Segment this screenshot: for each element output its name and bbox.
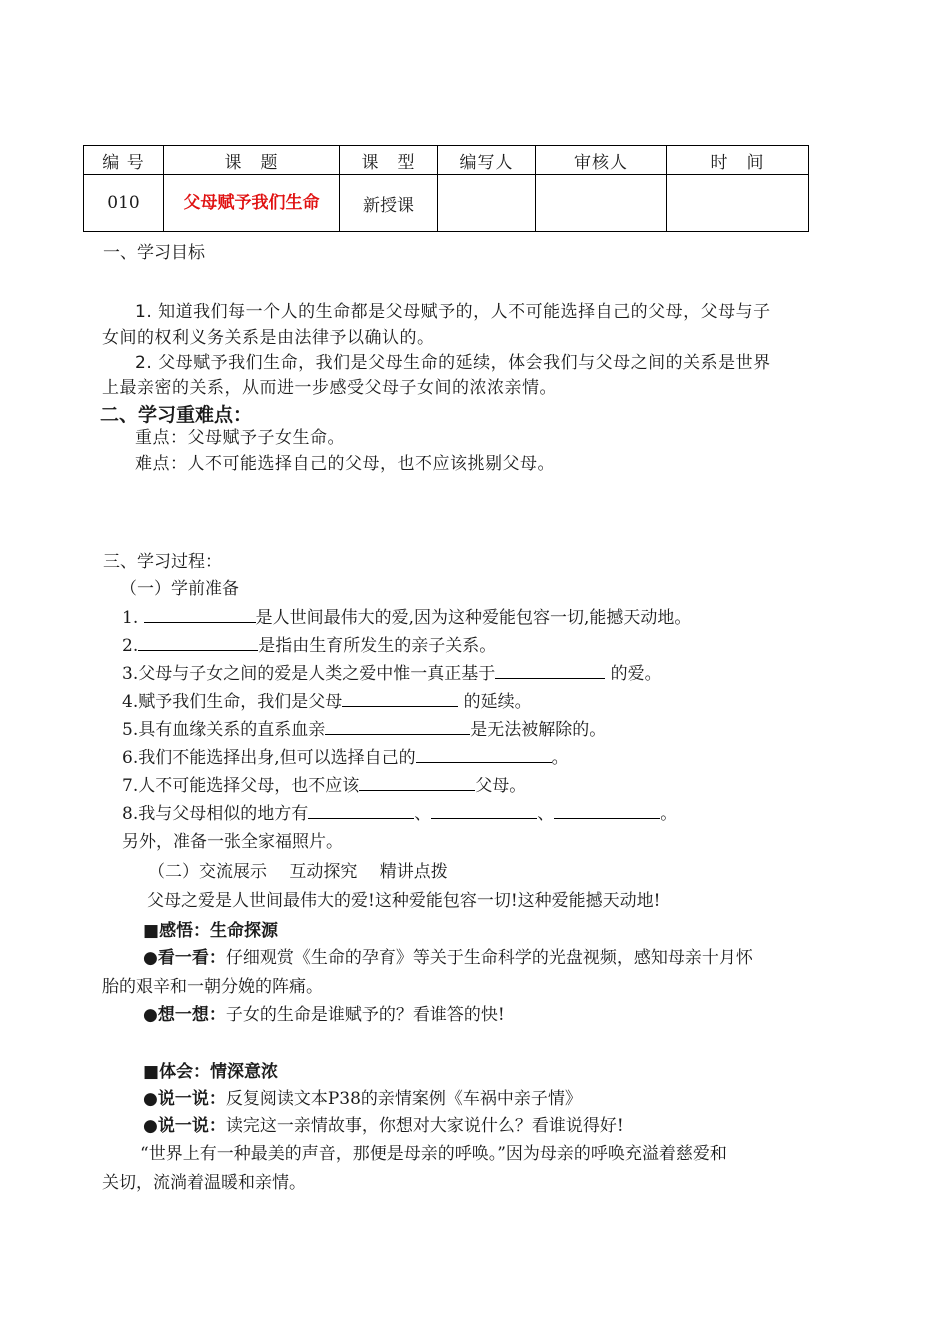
question-1-text: 是人世间最伟大的爱,因为这种爱能包容一切,能撼天动地。 bbox=[255, 608, 692, 628]
say-2-text: 读完这一亲情故事，你想对大家说什么？看谁说得好! bbox=[225, 1116, 624, 1136]
blank-8c bbox=[554, 800, 660, 819]
think-label: 想一想： bbox=[157, 1005, 226, 1025]
heading-tihui-text: 体会：情深意浓 bbox=[159, 1062, 279, 1082]
circle-bullet-icon: ● bbox=[143, 1089, 158, 1109]
blank-2 bbox=[138, 632, 258, 651]
question-8-suffix: 。 bbox=[660, 804, 678, 824]
circle-bullet-icon: ● bbox=[143, 1116, 158, 1136]
extra-prep: 另外，准备一张全家福照片。 bbox=[122, 832, 343, 852]
blank-5 bbox=[325, 716, 470, 735]
heading-ganwu bbox=[143, 917, 278, 945]
parental-love-statement: 父母之爱是人世间最伟大的爱!这种爱能包容一切!这种爱能撼天动地! bbox=[147, 891, 661, 911]
look-text-line-1: 仔细观赏《生命的孕育》等关于生命科学的光盘视频，感知母亲十月怀 bbox=[225, 948, 753, 968]
goal-2-line-2: 上最亲密的关系，从而进一步感受父母子女间的浓浓亲情。 bbox=[102, 378, 557, 398]
blank-8a bbox=[308, 800, 414, 819]
look-text-line-2: 胎的艰辛和一朝分娩的阵痛。 bbox=[102, 977, 323, 997]
question-7-suffix: 父母。 bbox=[475, 776, 527, 796]
cell-type: 新授课 bbox=[340, 175, 438, 232]
think-paragraph bbox=[143, 1001, 505, 1029]
say-1-label: 说一说： bbox=[157, 1089, 226, 1109]
blank-4 bbox=[342, 688, 458, 707]
question-5-text: 5.具有血缘关系的直系血亲 bbox=[122, 720, 326, 740]
question-7-text: 7.人不可能选择父母，也不应该 bbox=[122, 776, 360, 796]
blank-6 bbox=[416, 744, 552, 763]
section-1-title: 一、学习目标 bbox=[103, 243, 205, 263]
header-topic: 课 题 bbox=[164, 146, 340, 175]
look-paragraph bbox=[102, 944, 852, 1002]
quote-line-1: “世界上有一种最美的声音，那便是母亲的呼唤。”因为母亲的呼唤充溢着慈爱和 bbox=[140, 1144, 727, 1164]
question-6-suffix: 。 bbox=[551, 748, 569, 768]
mother-quote-paragraph bbox=[102, 1140, 852, 1198]
lesson-info-table bbox=[83, 145, 809, 232]
header-number: 编 号 bbox=[84, 146, 164, 175]
look-label: 看一看： bbox=[157, 948, 226, 968]
cell-reviewer bbox=[536, 175, 667, 232]
question-7 bbox=[122, 772, 526, 800]
question-5-suffix: 是无法被解除的。 bbox=[470, 720, 607, 740]
question-1 bbox=[122, 604, 691, 632]
say-1-paragraph bbox=[143, 1085, 582, 1113]
question-3 bbox=[122, 660, 662, 688]
blank-1 bbox=[144, 604, 256, 623]
question-5 bbox=[122, 716, 606, 744]
question-8-text: 8.我与父母相似的地方有 bbox=[122, 804, 309, 824]
subsection-2-title: （二）交流展示 互动探究 精讲点拨 bbox=[148, 862, 448, 882]
heading-tihui bbox=[143, 1058, 278, 1086]
blank-3 bbox=[495, 660, 605, 679]
question-8 bbox=[122, 800, 677, 828]
quote-line-2: 关切，流淌着温暖和亲情。 bbox=[102, 1173, 306, 1193]
question-6-text: 6.我们不能选择出身,但可以选择自己的 bbox=[122, 748, 416, 768]
question-2-text: 是指由生育所发生的亲子关系。 bbox=[258, 636, 497, 656]
difficult-point: 难点：人不可能选择自己的父母，也不应该挑剔父母。 bbox=[135, 454, 555, 474]
table-row bbox=[84, 175, 809, 232]
header-reviewer: 审核人 bbox=[536, 146, 667, 175]
think-text: 子女的生命是谁赋予的？看谁答的快! bbox=[225, 1005, 505, 1025]
key-point: 重点：父母赋予子女生命。 bbox=[135, 428, 345, 448]
goal-2-line-1: 2. 父母赋予我们生命，我们是父母生命的延续，体会我们与父母之间的关系是世界 bbox=[135, 353, 771, 373]
cell-number: 010 bbox=[84, 175, 164, 232]
say-2-label: 说一说： bbox=[157, 1116, 226, 1136]
table-header-row bbox=[84, 146, 809, 175]
subsection-1-title: （一）学前准备 bbox=[120, 579, 239, 599]
cell-author bbox=[438, 175, 536, 232]
goal-1-line-1: 1. 知道我们每一个人的生命都是父母赋予的，人不可能选择自己的父母，父母与子 bbox=[135, 302, 771, 322]
question-3-suffix: 的爱。 bbox=[605, 664, 662, 684]
section-3-title: 三、学习过程： bbox=[103, 552, 222, 572]
question-6 bbox=[122, 744, 569, 772]
question-2 bbox=[122, 632, 496, 660]
question-1-prefix: 1. bbox=[122, 608, 144, 628]
header-time: 时 间 bbox=[667, 146, 809, 175]
header-author: 编写人 bbox=[438, 146, 536, 175]
question-2-prefix: 2. bbox=[122, 636, 139, 656]
question-4-suffix: 的延续。 bbox=[458, 692, 532, 712]
circle-bullet-icon: ● bbox=[143, 948, 158, 968]
blank-8b bbox=[431, 800, 537, 819]
square-bullet-icon: ■ bbox=[143, 1062, 160, 1082]
say-2-paragraph bbox=[143, 1112, 624, 1140]
square-bullet-icon: ■ bbox=[143, 921, 160, 941]
say-1-text: 反复阅读文本P38的亲情案例《车祸中亲子情》 bbox=[225, 1089, 582, 1109]
heading-ganwu-text: 感悟：生命探源 bbox=[159, 921, 279, 941]
header-type: 课 型 bbox=[340, 146, 438, 175]
question-8-sep-2: 、 bbox=[537, 804, 555, 824]
question-4 bbox=[122, 688, 532, 716]
question-4-text: 4.赋予我们生命，我们是父母 bbox=[122, 692, 343, 712]
question-8-sep-1: 、 bbox=[414, 804, 432, 824]
circle-bullet-icon: ● bbox=[143, 1005, 158, 1025]
cell-topic: 父母赋予我们生命 bbox=[164, 175, 340, 232]
blank-7 bbox=[359, 772, 475, 791]
cell-time bbox=[667, 175, 809, 232]
question-3-text: 3.父母与子女之间的爱是人类之爱中惟一真正基于 bbox=[122, 664, 496, 684]
goal-1-line-2: 女间的权利义务关系是由法律予以确认的。 bbox=[102, 328, 435, 348]
section-2-title: 二、学习重难点： bbox=[100, 404, 253, 426]
